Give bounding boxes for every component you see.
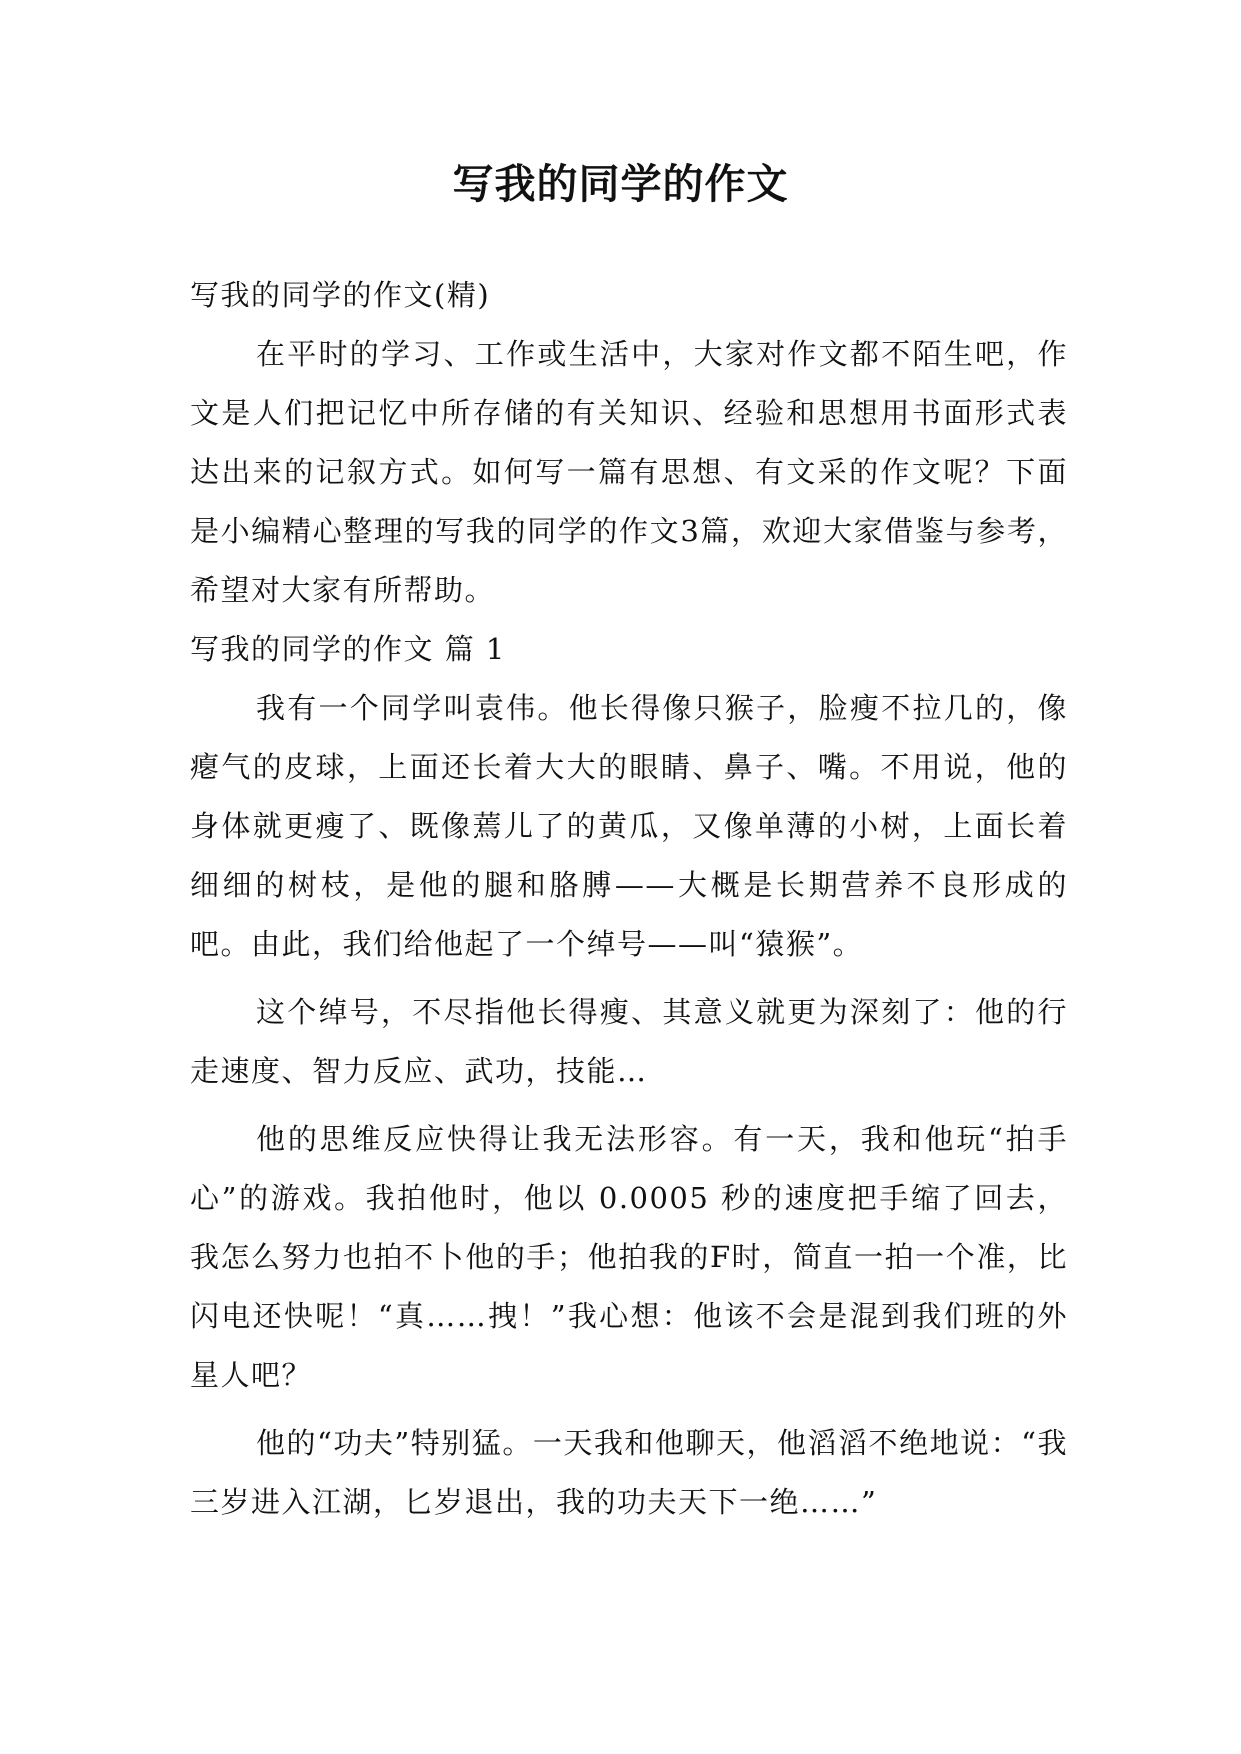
body-paragraph: 我有一个同学叫袁伟。他长得像只猴子，脸瘦不拉几的，像瘪气的皮球，上面还长着大大的眼睛、鼻子、嘴。不用说，他的身体就更瘦了、既像蔫儿了的黄瓜，又像单薄的小树，上面长着细细的树枝，是他的腿和胳膊——大概是长期营养不良形成的吧。由此，我们给他起了一个绰号——叫“猿猴”。 [190, 691, 1068, 961]
body-paragraph: 这个绰号，不尽指他长得瘦、其意义就更为深刻了：他的行走速度、智力反应、武功，技能… [190, 995, 1068, 1088]
body-paragraph: 他的思维反应快得让我无法形容。有一天，我和他玩“拍手心”的游戏。我拍他时，他以 0.0005 秒的速度把手缩了回去，我怎么努力也拍不卜他的手；他拍我的F时，简直一拍一个准，比闪电还快呢！“真……拽！”我心想：他该不会是混到我们班的外星人吧？ [190, 1122, 1068, 1392]
body-paragraph: 他的“功夫”特别猛。一天我和他聊天，他滔滔不绝地说：“我三岁进入江湖，匕岁退出，我的功夫天下一绝……” [190, 1426, 1068, 1519]
document-body [190, 266, 1068, 1532]
document-title: 写我的同学的作文 [452, 160, 789, 208]
intro-paragraph: 在平时的学习、工作或生活中，大家对作文都不陌生吧，作文是人们把记忆中所存储的有关知识、经验和思想用书面形式表达出来的记叙方式。如何写一篇有思想、有文采的作文呢？下面是小编精心整理的写我的同学的作文3篇，欢迎大家借鉴与参考，希望对大家有所帮助。 [190, 337, 1068, 607]
document-subtitle: 写我的同学的作文(精) [190, 278, 491, 312]
section-heading: 写我的同学的作文 篇 1 [190, 632, 506, 666]
